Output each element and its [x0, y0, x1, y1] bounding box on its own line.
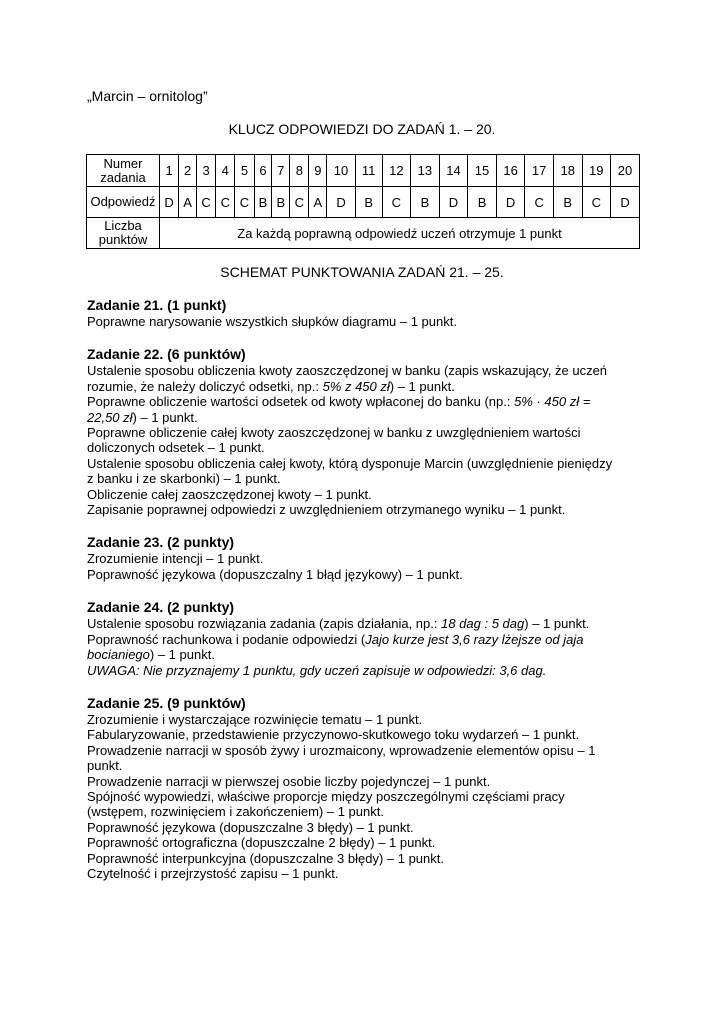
task-number-cell: 6	[254, 155, 272, 187]
answer-cell: C	[582, 187, 611, 218]
task-title: Zadanie 21. (1 punkt)	[87, 297, 227, 313]
criterion-line: doliczonych odsetek – 1 punkt.	[87, 440, 265, 456]
task-24	[87, 599, 647, 678]
answer-cell: C	[216, 187, 235, 218]
answer-cell: D	[496, 187, 525, 218]
task-title: Zadanie 22. (6 punktów)	[87, 346, 246, 363]
criterion-line: Ustalenie sposobu rozwiązania zadania (zapis działania, np.: 18 dag : 5 dag) – 1 punkt.	[87, 616, 590, 632]
criterion-line: 22,50 zł) – 1 punkt.	[87, 409, 198, 425]
answer-cell: D	[327, 187, 356, 218]
answer-cell: C	[235, 187, 254, 218]
scoring-scheme	[87, 297, 647, 898]
criterion-line: Poprawność ortograficzna (dopuszczalne 2 błędy) – 1 punkt.	[87, 835, 436, 851]
answer-cell: B	[553, 187, 582, 218]
task-number-header: Numer zadania	[87, 155, 160, 187]
task-number-cell: 2	[179, 155, 197, 187]
criterion-line: Poprawność językowa (dopuszczalne 3 błędy) – 1 punkt.	[87, 819, 414, 835]
criterion-line: Ustalenie sposobu obliczenia całej kwoty, którą dysponuje Marcin (uwzględnienie pieniędzy	[87, 455, 613, 471]
task-number-cell: 10	[327, 155, 356, 187]
criterion-line: Czytelność i przejrzystość zapisu – 1 punkt.	[87, 865, 339, 881]
criterion-line: Poprawne obliczenie wartości odsetek od kwoty wpłaconej do banku (np.: 5% · 450 zł =	[87, 394, 591, 410]
answer-cell: B	[254, 187, 272, 218]
answer-cell: D	[160, 187, 179, 218]
criterion-line: Spójność wypowiedzi, właściwe proporcje między poszczególnymi częściami pracy	[87, 788, 565, 804]
task-number-cell: 18	[553, 155, 582, 187]
task-number-cell: 15	[468, 155, 497, 187]
task-title: Zadanie 24. (2 punkty)	[87, 599, 235, 616]
criterion-line: Poprawne obliczenie całej kwoty zaoszczędzonej w banku z uwzględnieniem wartości	[87, 425, 581, 441]
criterion-line: Zrozumienie i wystarczające rozwinięcie tematu – 1 punkt.	[87, 711, 423, 727]
criterion-line: Prowadzenie narracji w pierwszej osobie liczby pojedynczej – 1 punkt.	[87, 773, 491, 789]
task-number-cell: 13	[411, 155, 440, 187]
task-title: Zadanie 25. (9 punktów)	[87, 694, 246, 711]
answer-cell: C	[197, 187, 216, 218]
answer-header: Odpowiedź	[87, 187, 160, 218]
criterion-line: (wstępem, rozwinięciem i zakończeniem) – 1 punkt.	[87, 804, 384, 820]
document-title: „Marcin – ornitolog”	[87, 88, 208, 104]
answer-row	[87, 187, 640, 218]
task-number-cell: 9	[309, 155, 327, 187]
task-number-cell: 17	[525, 155, 554, 187]
answer-cell: C	[382, 187, 411, 218]
answer-cell: B	[355, 187, 382, 218]
criterion-line: Prowadzenie narracji w sposób żywy i urozmaicony, wprowadzenie elementów opisu – 1	[87, 742, 596, 758]
answer-cell: D	[611, 187, 640, 218]
note-line: UWAGA: Nie przyznajemy 1 punktu, gdy uczeń zapisuje w odpowiedzi: 3,6 dag.	[87, 662, 547, 678]
answer-cell: C	[525, 187, 554, 218]
answer-key-heading: KLUCZ ODPOWIEDZI DO ZADAŃ 1. – 20.	[228, 121, 496, 137]
criterion-line: Zrozumienie intencji – 1 punkt.	[87, 551, 264, 567]
answer-cell: D	[439, 187, 468, 218]
points-note: Za każdą poprawną odpowiedź uczeń otrzymuje 1 punkt	[160, 218, 640, 249]
criterion-line: rozumie, że należy doliczyć odsetki, np.: 5% z 450 zł) – 1 punkt.	[87, 378, 455, 394]
task-number-cell: 4	[216, 155, 235, 187]
task-number-cell: 20	[611, 155, 640, 187]
answer-key-table	[86, 154, 640, 249]
answer-cell: A	[309, 187, 327, 218]
task-number-cell: 11	[355, 155, 382, 187]
criterion-line: Zapisanie poprawnej odpowiedzi z uwzględnieniem otrzymanego wyniku – 1 punkt.	[87, 502, 566, 518]
task-number-cell: 8	[290, 155, 309, 187]
task-number-row	[87, 155, 640, 187]
task-number-cell: 14	[439, 155, 468, 187]
task-22	[87, 346, 647, 517]
task-23	[87, 534, 647, 582]
task-number-cell: 7	[272, 155, 290, 187]
task-number-cell: 16	[496, 155, 525, 187]
task-21	[87, 297, 647, 329]
task-25	[87, 695, 647, 881]
task-number-cell: 5	[235, 155, 254, 187]
task-number-cell: 1	[160, 155, 179, 187]
answer-cell: C	[290, 187, 309, 218]
points-header: Liczba punktów	[87, 218, 160, 249]
criterion-line: Poprawność rachunkowa i podanie odpowiedzi (Jajo kurze jest 3,6 razy lżejsze od jaja	[87, 631, 584, 647]
criterion-line: Poprawność językowa (dopuszczalny 1 błąd językowy) – 1 punkt.	[87, 566, 463, 582]
criterion-line: Fabularyzowanie, przedstawienie przyczynowo-skutkowego toku wydarzeń – 1 punkt.	[87, 727, 580, 743]
criterion-line: Poprawność interpunkcyjna (dopuszczalne 3 błędy) – 1 punkt.	[87, 850, 444, 866]
criterion-line: z banku i ze skarbonki) – 1 punkt.	[87, 471, 281, 487]
task-number-cell: 3	[197, 155, 216, 187]
points-row	[87, 218, 640, 249]
scoring-scheme-heading: SCHEMAT PUNKTOWANIA ZADAŃ 21. – 25.	[220, 264, 504, 280]
answer-cell: B	[468, 187, 497, 218]
task-number-cell: 19	[582, 155, 611, 187]
task-title: Zadanie 23. (2 punkty)	[87, 534, 235, 551]
answer-cell: A	[179, 187, 197, 218]
answer-cell: B	[411, 187, 440, 218]
answer-cell: B	[272, 187, 290, 218]
criterion-line: Ustalenie sposobu obliczenia kwoty zaoszczędzonej w banku (zapis wskazujący, że uczeń	[87, 363, 608, 379]
criterion-line: bocianiego) – 1 punkt.	[87, 647, 215, 663]
criterion-line: Poprawne narysowanie wszystkich słupków diagramu – 1 punkt.	[87, 314, 457, 329]
task-number-cell: 12	[382, 155, 411, 187]
criterion-line: Obliczenie całej zaoszczędzonej kwoty – 1 punkt.	[87, 486, 372, 502]
criterion-line: punkt.	[87, 758, 123, 774]
